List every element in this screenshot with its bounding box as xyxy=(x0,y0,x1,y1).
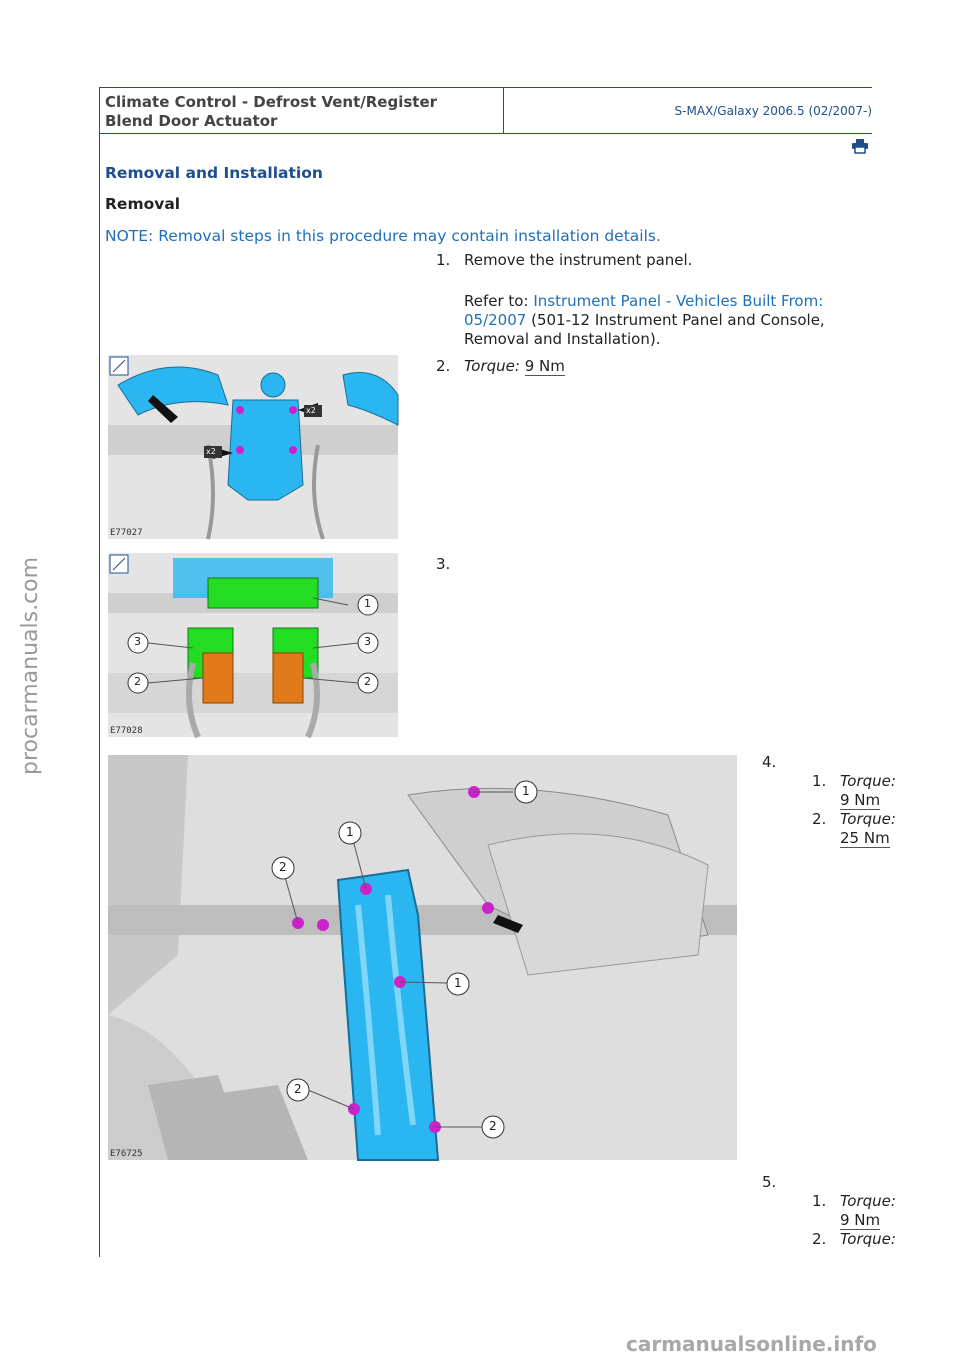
step-4-sub-1-number: 1. xyxy=(812,772,827,790)
title-line-1: Climate Control - Defrost Vent/Register xyxy=(105,93,438,111)
header-top-rule xyxy=(99,87,872,88)
callout-x2-left: x2 xyxy=(206,447,216,456)
figure-e77028 xyxy=(108,553,398,737)
callout-3-left: 3 xyxy=(134,635,141,648)
model-label: S-MAX/Galaxy 2006.5 (02/2007-) xyxy=(674,104,872,118)
figure-e77027 xyxy=(108,355,398,539)
step-1-text: Remove the instrument panel. xyxy=(464,251,693,269)
step-4-sub-2-number: 2. xyxy=(812,810,827,828)
callout-1a: 1 xyxy=(522,784,530,798)
step-4-sub-2-torque-value[interactable]: 25 Nm xyxy=(840,829,890,847)
header-separator xyxy=(503,87,504,133)
print-icon[interactable] xyxy=(852,138,868,152)
callout-1c: 1 xyxy=(454,976,462,990)
step-5-number: 5. xyxy=(762,1173,777,1191)
step-4-sub-1-torque-label: Torque: xyxy=(840,772,896,790)
refer-link-date[interactable]: 05/2007 xyxy=(464,311,527,329)
step-1-refer xyxy=(464,292,864,349)
figure-label: E77028 xyxy=(110,726,143,736)
title-line-2: Blend Door Actuator xyxy=(105,112,278,130)
step-5-sub-1-torque-value[interactable]: 9 Nm xyxy=(840,1211,881,1229)
bottom-watermark: carmanualsonline.info xyxy=(626,1332,877,1356)
step-5-sub-1-torque-label: Torque: xyxy=(840,1192,896,1210)
refer-link-instrument-panel[interactable]: Instrument Panel - Vehicles Built From: xyxy=(533,292,824,310)
subsection-title: Removal xyxy=(105,195,181,213)
step-5-sub-2-torque-label: Torque: xyxy=(840,1230,896,1248)
callout-2-right: 2 xyxy=(364,675,371,688)
callout-x2-right: x2 xyxy=(306,406,316,415)
step-4-sub-2-torque-label: Torque: xyxy=(840,810,896,828)
step-5-sub-2-number: 2. xyxy=(812,1230,827,1248)
step-4-number: 4. xyxy=(762,753,777,771)
figure-label: E76725 xyxy=(110,1149,143,1159)
note-text: NOTE: Removal steps in this procedure may contain installation details. xyxy=(105,227,661,245)
refer-suffix-2: Removal and Installation). xyxy=(464,330,661,348)
step-2-number: 2. xyxy=(436,357,451,375)
header-bottom-rule xyxy=(99,133,872,134)
torque-value[interactable]: 9 Nm xyxy=(524,357,565,375)
step-5-sub-1-number: 1. xyxy=(812,1192,827,1210)
callout-2b: 2 xyxy=(294,1082,302,1096)
torque-label: Torque: xyxy=(464,357,520,375)
step-1-number: 1. xyxy=(436,251,451,269)
step-2-torque xyxy=(464,357,565,376)
page-title xyxy=(105,93,437,131)
callout-1b: 1 xyxy=(346,825,354,839)
callout-2c: 2 xyxy=(489,1119,497,1133)
side-watermark: procarmanuals.com xyxy=(18,556,43,775)
callout-2a: 2 xyxy=(279,860,287,874)
callout-1: 1 xyxy=(364,597,371,610)
left-rule xyxy=(99,87,100,1257)
refer-suffix-1: (501-12 Instrument Panel and Console, xyxy=(531,311,825,329)
figure-label: E77027 xyxy=(110,528,143,538)
figure-e76725 xyxy=(108,755,737,1160)
section-title: Removal and Installation xyxy=(105,164,323,182)
callout-2-left: 2 xyxy=(134,675,141,688)
step-3-number: 3. xyxy=(436,555,451,573)
callout-3-right: 3 xyxy=(364,635,371,648)
step-4-sub-1-torque-value[interactable]: 9 Nm xyxy=(840,791,881,809)
refer-prefix: Refer to: xyxy=(464,292,529,310)
